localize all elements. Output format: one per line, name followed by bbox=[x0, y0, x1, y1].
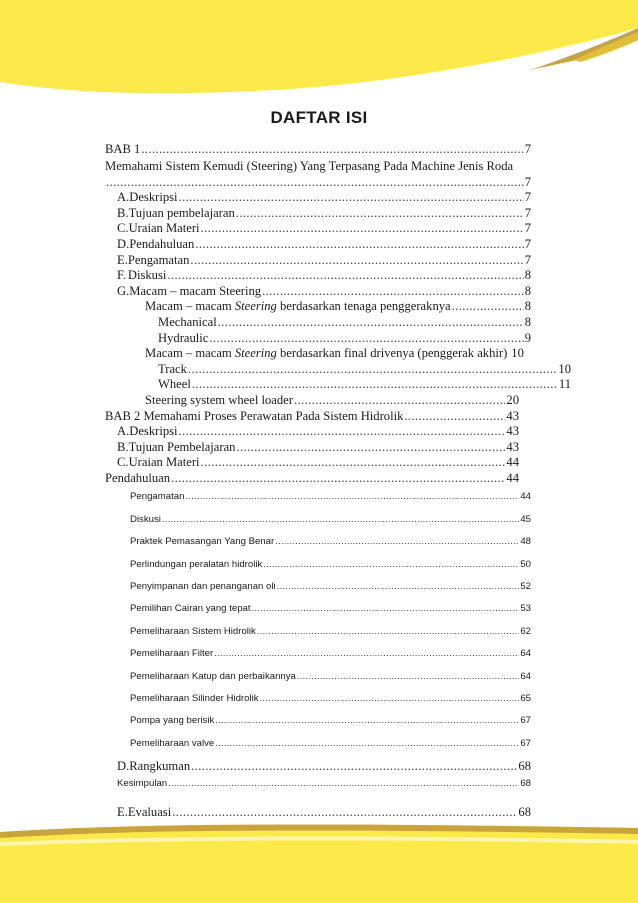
toc-entry-tujuan-pembelajaran-2[interactable]: B. Tujuan Pembelajaran ..... 43 bbox=[105, 440, 531, 456]
toc-entry-pemeliharaan-filter[interactable]: Pemeliharaan Filter ..... 64 bbox=[105, 643, 531, 665]
toc-entry-bab1[interactable]: BAB 1 ..... 7 bbox=[105, 142, 531, 158]
toc-entry-steering-final-drive[interactable]: Macam – macam Steering berdasarkan final drivenya (penggerak akhir) 10 bbox=[145, 346, 524, 361]
toc-entry-rangkuman[interactable]: D. Rangkuman ..... 68 bbox=[105, 755, 531, 777]
toc-entry-penyimpanan-oli[interactable]: Penyimpanan dan penanganan oli ..... 52 bbox=[105, 576, 531, 598]
toc-entry-bab1-title-continued[interactable]: ..... 7 bbox=[105, 175, 531, 191]
toc-entry-pendahuluan-2[interactable]: Pendahuluan ..... 44 bbox=[105, 471, 531, 487]
table-of-contents bbox=[105, 142, 571, 823]
toc-entry-hydraulic[interactable]: Hydraulic ..... 9 bbox=[105, 331, 531, 347]
toc-entry-track[interactable]: Track ..... 10 bbox=[105, 362, 571, 378]
toc-entry-deskripsi-2[interactable]: A. Deskripsi ..... 43 bbox=[105, 424, 531, 440]
toc-entry-pemeliharaan-valve[interactable]: Pemeliharaan valve ..... 67 bbox=[105, 733, 531, 755]
toc-entry-pemeliharaan-silinder[interactable]: Pemeliharaan Silinder Hidrolik ..... 65 bbox=[105, 688, 531, 710]
toc-entry-evaluasi[interactable]: E. Evaluasi ..... 68 bbox=[105, 801, 531, 823]
toc-entry-bab1-title[interactable]: Memahami Sistem Kemudi (Steering) Yang Terpasang Pada Machine Jenis Roda bbox=[105, 158, 514, 173]
toc-entry-pendahuluan[interactable]: D. Pendahuluan ..... 7 bbox=[105, 237, 531, 253]
toc-entry-tujuan-pembelajaran[interactable]: B. Tujuan pembelajaran ..... 7 bbox=[105, 206, 531, 222]
toc-entry-uraian-materi-2[interactable]: C. Uraian Materi ..... 44 bbox=[105, 455, 531, 471]
toc-entry-bab2[interactable]: BAB 2 Memahami Proses Perawatan Pada Sistem Hidrolik ..... 43 bbox=[105, 409, 531, 425]
header-decoration bbox=[0, 0, 638, 110]
toc-entry-perlindungan-peralatan[interactable]: Perlindungan peralatan hidrolik ..... 50 bbox=[105, 554, 531, 576]
toc-entry-steering-tenaga[interactable]: Macam – macam Steering berdasarkan tenaga penggeraknya ..... 8 bbox=[105, 299, 531, 315]
toc-entry-macam-steering[interactable]: G. Macam – macam Steering ..... 8 bbox=[105, 284, 531, 300]
page-title: DAFTAR ISI bbox=[270, 108, 368, 127]
toc-entry-pemilihan-cairan[interactable]: Pemilihan Cairan yang tepat ..... 53 bbox=[105, 598, 531, 620]
toc-entry-mechanical[interactable]: Mechanical ..... 8 bbox=[105, 315, 531, 331]
toc-entry-pompa-berisik[interactable]: Pompa yang berisik ..... 67 bbox=[105, 710, 531, 732]
toc-entry-steering-wheel-loader[interactable]: Steering system wheel loader ..... 20 bbox=[105, 393, 531, 409]
toc-entry-praktek-pemasangan[interactable]: Praktek Pemasangan Yang Benar ..... 48 bbox=[105, 531, 531, 553]
toc-entry-wheel[interactable]: Wheel ..... 11 bbox=[105, 377, 571, 393]
toc-entry-diskusi-2[interactable]: Diskusi ..... 45 bbox=[105, 509, 531, 531]
toc-entry-kesimpulan[interactable]: Kesimpulan ..... 68 bbox=[105, 777, 531, 791]
toc-entry-pemeliharaan-katup[interactable]: Pemeliharaan Katup dan perbaikannya ..... 64 bbox=[105, 666, 531, 688]
footer-decoration bbox=[0, 818, 638, 903]
toc-entry-diskusi[interactable]: F. Diskusi ..... 8 bbox=[105, 268, 531, 284]
toc-entry-uraian-materi[interactable]: C. Uraian Materi ..... 7 bbox=[105, 221, 531, 237]
toc-entry-pemeliharaan-sistem[interactable]: Pemeliharaan Sistem Hidrolik ..... 62 bbox=[105, 621, 531, 643]
toc-entry-pengamatan[interactable]: E. Pengamatan ..... 7 bbox=[105, 253, 531, 269]
toc-entry-pengamatan-2[interactable]: Pengamatan ..... 44 bbox=[105, 486, 531, 508]
toc-entry-deskripsi[interactable]: A. Deskripsi ..... 7 bbox=[105, 190, 531, 206]
